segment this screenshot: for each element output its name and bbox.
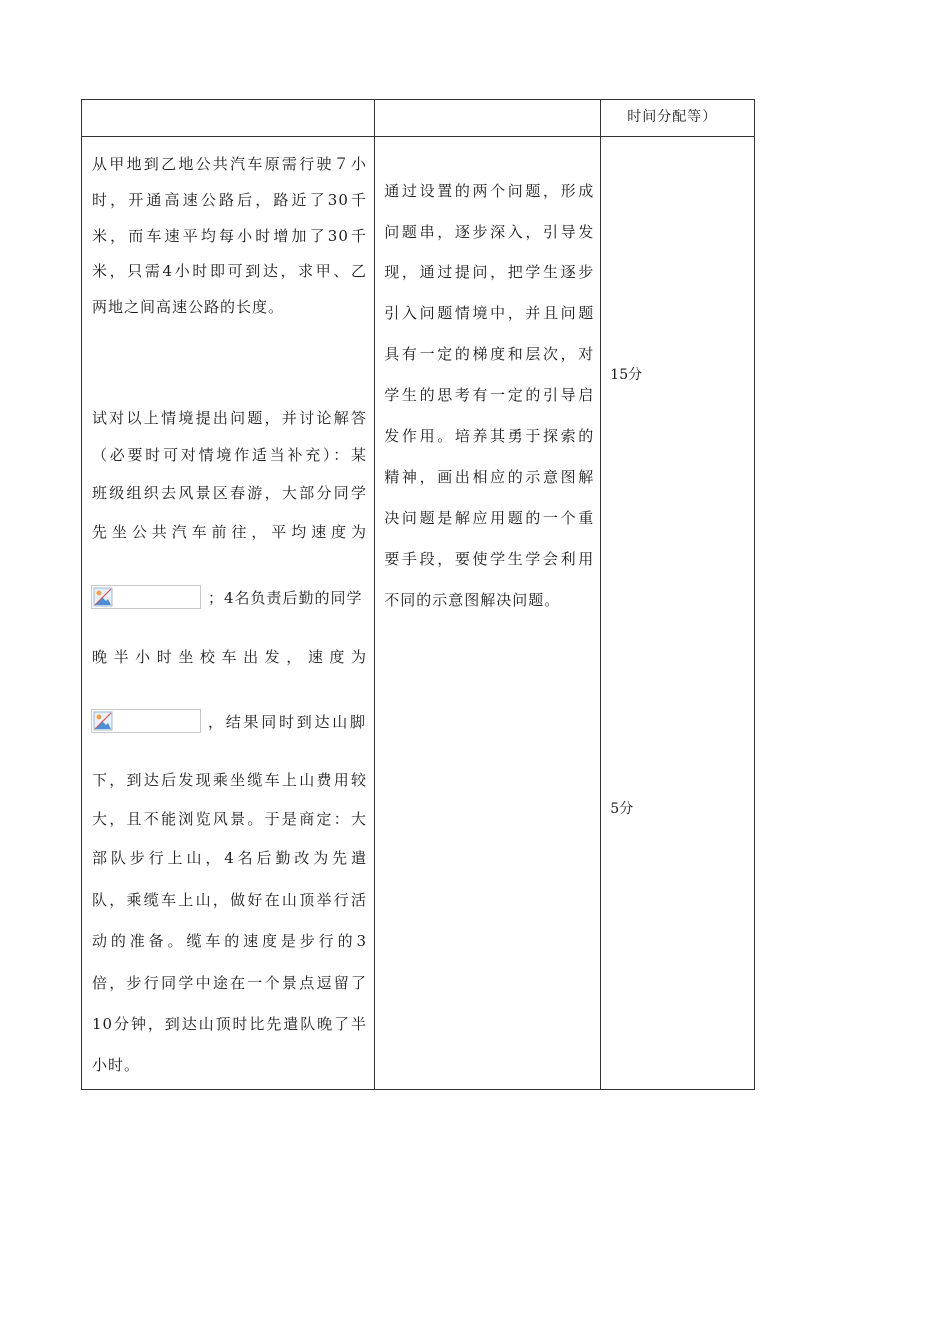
content-line: 大，且不能浏览风景。于是商定：大: [92, 810, 367, 828]
design-line: 不同的示意图解决问题。: [384, 591, 561, 609]
table-content-row: [82, 137, 755, 1090]
content-line: 班级组织去风景区春游，大部分同学: [92, 484, 367, 502]
header-time-label: 时间分配等）: [627, 109, 718, 125]
content-line: 两地之间高速公路的长度。: [92, 298, 285, 316]
design-line: 现，通过提问，把学生逐步: [384, 263, 595, 281]
content-line: 倍，步行同学中途在一个景点逗留了: [92, 974, 367, 992]
formula-image-placeholder: [91, 585, 201, 609]
time-value-second: 5分: [610, 801, 634, 817]
content-line: 小时。: [92, 1056, 141, 1074]
design-line: 通过设置的两个问题，形成: [384, 182, 595, 200]
design-line: 要手段，要使学生学会利用: [384, 550, 595, 568]
design-line: 发作用。培养其勇于探索的: [384, 427, 595, 445]
content-line: 试对以上情境提出问题，并讨论解答: [92, 409, 367, 427]
broken-image-icon: [93, 711, 113, 731]
design-intent-text: [375, 137, 600, 1089]
design-line: 学生的思考有一定的引导启: [384, 386, 595, 404]
table-header-row: [82, 100, 755, 137]
time-cell: [601, 137, 755, 1090]
content-line: 米，而车速平均每小时增加了30千: [92, 227, 367, 245]
broken-image-icon: [93, 587, 113, 607]
content-line: 从甲地到乙地公共汽车原需行驶７小: [92, 155, 367, 173]
content-line: 动的准备。缆车的速度是步行的3: [92, 932, 367, 950]
content-text: [82, 137, 374, 1089]
lesson-plan-table: [81, 99, 755, 1090]
design-line: 问题串，逐步深入，引导发: [384, 223, 595, 241]
content-line: 队，乘缆车上山，做好在山顶举行活: [92, 891, 367, 909]
content-line: ，结果同时到达山脚: [208, 713, 366, 731]
design-line: 具有一定的梯度和层次，对: [384, 345, 595, 363]
header-cell-time: [601, 100, 755, 137]
design-line: 决问题是解应用题的一个重: [384, 509, 595, 527]
content-cell: [82, 137, 375, 1090]
content-line: 先坐公共汽车前往，平均速度为: [92, 523, 367, 541]
content-line: 下，到达后发现乘坐缆车上山费用较: [92, 771, 367, 789]
content-line: 部队步行上山，4名后勤改为先遣: [92, 849, 367, 867]
content-line: （必要时可对情境作适当补充）：某: [92, 446, 367, 464]
formula-image-placeholder: [91, 709, 201, 733]
content-line: ；4名负责后勤的同学: [208, 589, 363, 607]
design-cell: [375, 137, 601, 1090]
time-allocation: [601, 137, 754, 1089]
time-value-first: 15分: [610, 367, 643, 383]
content-line: 10分钟，到达山顶时比先遣队晚了半: [92, 1015, 367, 1033]
content-line: 时，开通高速公路后，路近了30千: [92, 191, 367, 209]
content-line: 晚半小时坐校车出发，速度为: [92, 648, 367, 666]
design-line: 精神，画出相应的示意图解: [384, 468, 595, 486]
header-cell-content: [82, 100, 375, 137]
header-cell-design: [375, 100, 601, 137]
content-line: 米，只需4小时即可到达，求甲、乙: [92, 262, 367, 280]
design-line: 引入问题情境中，并且问题: [384, 304, 595, 322]
